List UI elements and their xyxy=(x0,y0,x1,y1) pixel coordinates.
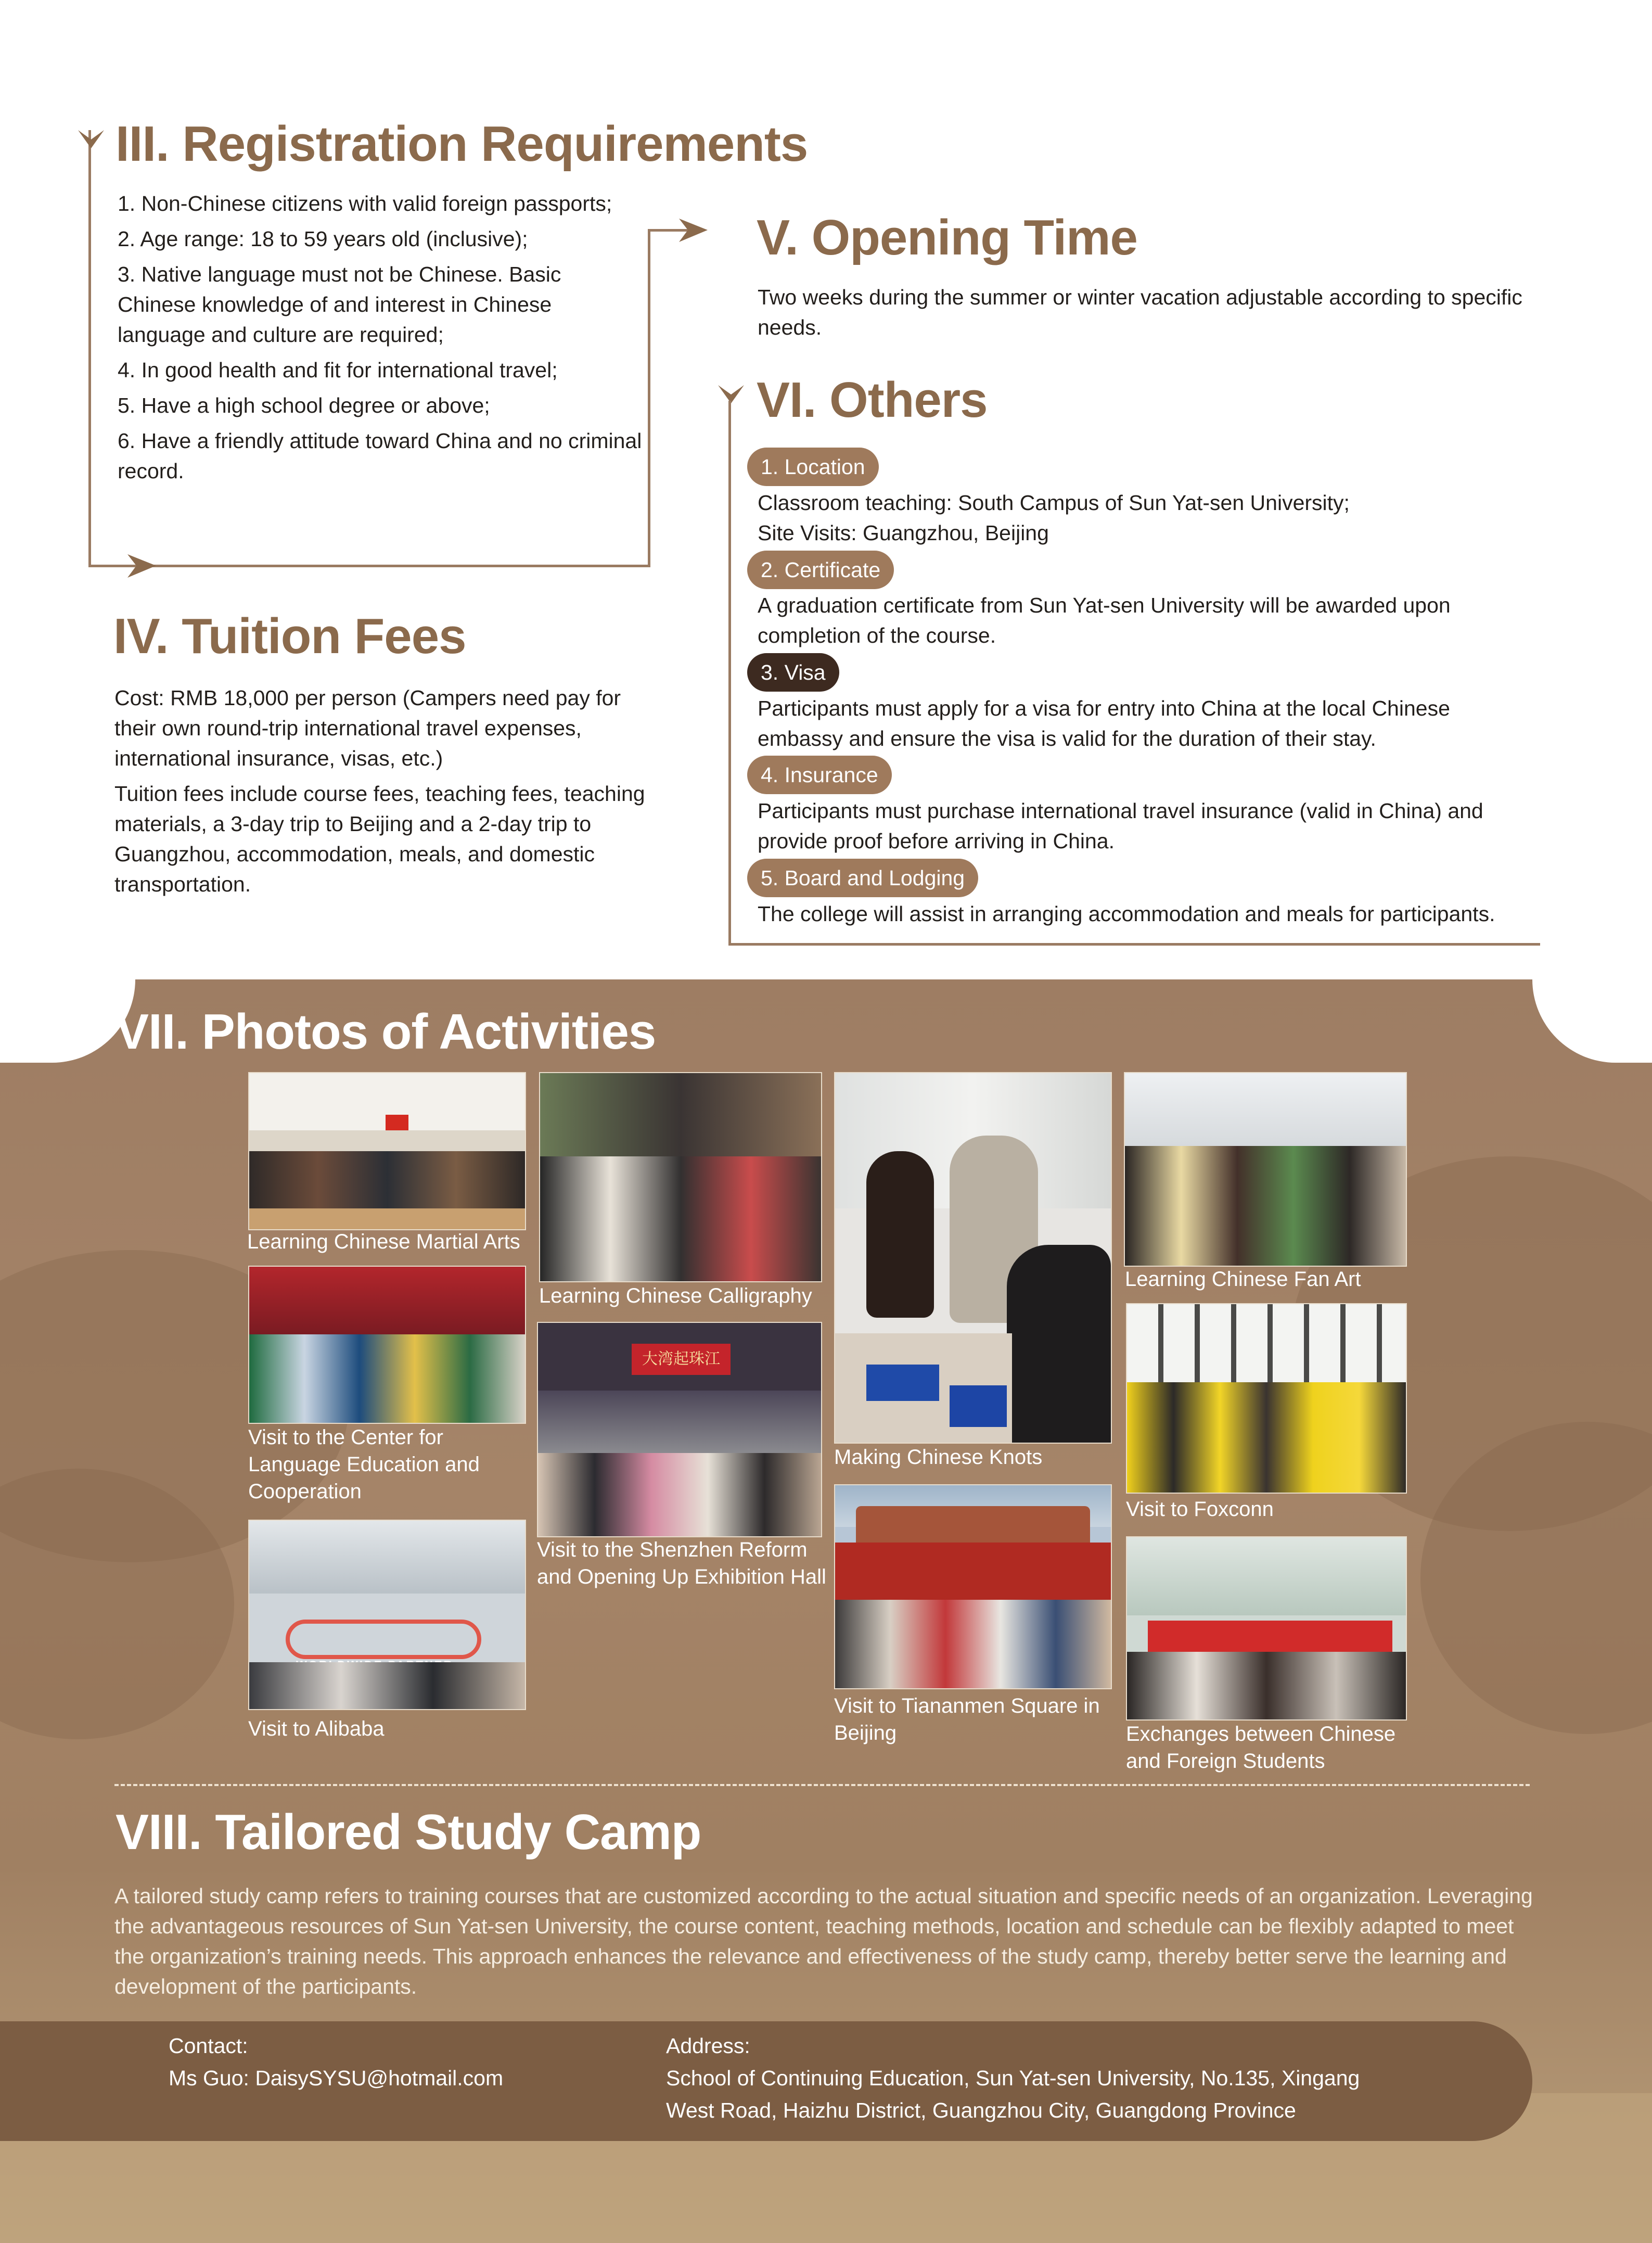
others-bracket-bottom xyxy=(728,943,1540,946)
caption-martial-arts: Learning Chinese Martial Arts xyxy=(247,1230,520,1253)
registration-bracket-right xyxy=(648,229,650,567)
others-board-text: The college will assist in arranging accommodation and meals for participants. xyxy=(758,902,1495,926)
caption-alibaba: Visit to Alibaba xyxy=(248,1717,385,1740)
tuition-cost: Cost: RMB 18,000 per person (Campers need pay for their own round-trip international travel expenses, international insurance, visas, etc.) xyxy=(114,686,621,770)
address-label: Address: xyxy=(666,2034,750,2058)
address-line2: West Road, Haizhu District, Guangzhou City, Guangdong Province xyxy=(666,2098,1296,2122)
registration-item: 3. Native language must not be Chinese. Basic Chinese knowledge of and interest in Chinese language and culture are required; xyxy=(118,262,561,347)
others-insurance-text: Participants must purchase international travel insurance (valid in China) and provide proof before arriving in China. xyxy=(758,799,1483,853)
photo-martial-arts xyxy=(248,1072,526,1230)
photo-language-center xyxy=(248,1266,526,1424)
others-pill-board: 5. Board and Lodging xyxy=(747,859,978,897)
tuition-includes: Tuition fees include course fees, teaching fees, teaching materials, a 3-day trip to Beijing and a 2-day trip to Guangzhou, accommodation, meals, and domestic transportation. xyxy=(114,782,645,896)
caption-fan-art: Learning Chinese Fan Art xyxy=(1125,1268,1361,1291)
others-pill-location: 1. Location xyxy=(747,448,879,486)
gate-roof xyxy=(856,1506,1090,1543)
arrow-right-icon xyxy=(676,216,713,245)
others-location-text xyxy=(758,488,1538,548)
photo-foxconn xyxy=(1126,1303,1407,1494)
section-divider xyxy=(114,1784,1530,1786)
tailored-title: VIII. Tailored Study Camp xyxy=(116,1804,701,1860)
opening-text: Two weeks during the summer or winter vacation adjustable according to specific needs. xyxy=(758,285,1522,339)
caption-language-center: Visit to the Center for Language Education and Cooperation xyxy=(248,1426,480,1503)
others-pill-insurance: 4. Insurance xyxy=(747,756,892,794)
photos-title: VII. Photos of Activities xyxy=(116,1004,656,1060)
arrow-right-icon xyxy=(125,552,161,580)
tuition-text xyxy=(114,683,656,904)
photo-chinese-knots xyxy=(834,1072,1112,1444)
registration-item: 1. Non-Chinese citizens with valid foreign passports; xyxy=(118,192,612,215)
registration-list xyxy=(118,188,643,491)
others-bracket-left xyxy=(728,401,731,945)
registration-item: 5. Have a high school degree or above; xyxy=(118,393,490,417)
photo-exchanges xyxy=(1126,1536,1407,1721)
photo-calligraphy xyxy=(539,1072,822,1282)
others-certificate-text: A graduation certificate from Sun Yat-sen University will be awarded upon completion of the course. xyxy=(758,593,1451,647)
registration-bracket-bottom xyxy=(88,565,650,567)
address-block xyxy=(666,2030,1509,2126)
registration-item: 4. In good health and fit for international travel; xyxy=(118,358,558,382)
tuition-title: IV. Tuition Fees xyxy=(113,608,466,664)
registration-item: 2. Age range: 18 to 59 years old (inclusive); xyxy=(118,227,528,251)
registration-bracket-left xyxy=(88,130,91,567)
chevron-down-icon xyxy=(75,125,107,161)
others-pill-visa: 3. Visa xyxy=(747,653,839,692)
others-visa-text: Participants must apply for a visa for entry into China at the local Chinese embassy and ensure the visa is valid for the duration of their stay. xyxy=(758,696,1450,750)
others-title: VI. Others xyxy=(757,372,988,428)
registration-item: 6. Have a friendly attitude toward China and no criminal record. xyxy=(118,429,642,483)
photo-shenzhen xyxy=(537,1322,822,1537)
caption-foxconn: Visit to Foxconn xyxy=(1126,1498,1274,1521)
others-pill-certificate: 2. Certificate xyxy=(747,551,894,589)
photo-fan-art xyxy=(1124,1072,1407,1267)
contact-label: Contact: xyxy=(169,2034,248,2058)
photo-alibaba xyxy=(248,1520,526,1710)
contact-email[interactable]: Ms Guo: DaisySYSU@hotmail.com xyxy=(169,2066,504,2090)
photo-tiananmen xyxy=(834,1484,1112,1689)
caption-chinese-knots: Making Chinese Knots xyxy=(834,1446,1043,1469)
caption-tiananmen: Visit to Tiananmen Square in Beijing xyxy=(834,1694,1100,1744)
others-location-line2: Site Visits: Guangzhou, Beijing xyxy=(758,521,1049,545)
address-line1: School of Continuing Education, Sun Yat-sen University, No.135, Xingang xyxy=(666,2066,1360,2090)
registration-title: III. Registration Requirements xyxy=(116,116,808,172)
chevron-down-icon xyxy=(715,380,747,416)
opening-title: V. Opening Time xyxy=(757,210,1137,265)
others-location-line1: Classroom teaching: South Campus of Sun Yat-sen University; xyxy=(758,491,1350,515)
contact-block xyxy=(169,2030,637,2094)
exhibition-banner: 大湾起珠江 xyxy=(632,1344,731,1375)
caption-exchanges: Exchanges between Chinese and Foreign Students xyxy=(1126,1723,1396,1773)
caption-shenzhen: Visit to the Shenzhen Reform and Opening Up Exhibition Hall xyxy=(537,1538,826,1588)
caption-calligraphy: Learning Chinese Calligraphy xyxy=(539,1284,812,1307)
flag-icon xyxy=(386,1115,408,1130)
tailored-text: A tailored study camp refers to training courses that are customized according to the actual situation and specific needs of an organization. Leveraging the advantageous resources of Sun Yat-sen University, the course content, teaching methods, location and schedule can be flexibly adapted to meet the organization’s training needs. This approach enhances the relevance and effectiveness of the study camp, thereby better serve the learning and development of the participants. xyxy=(114,1884,1533,1998)
